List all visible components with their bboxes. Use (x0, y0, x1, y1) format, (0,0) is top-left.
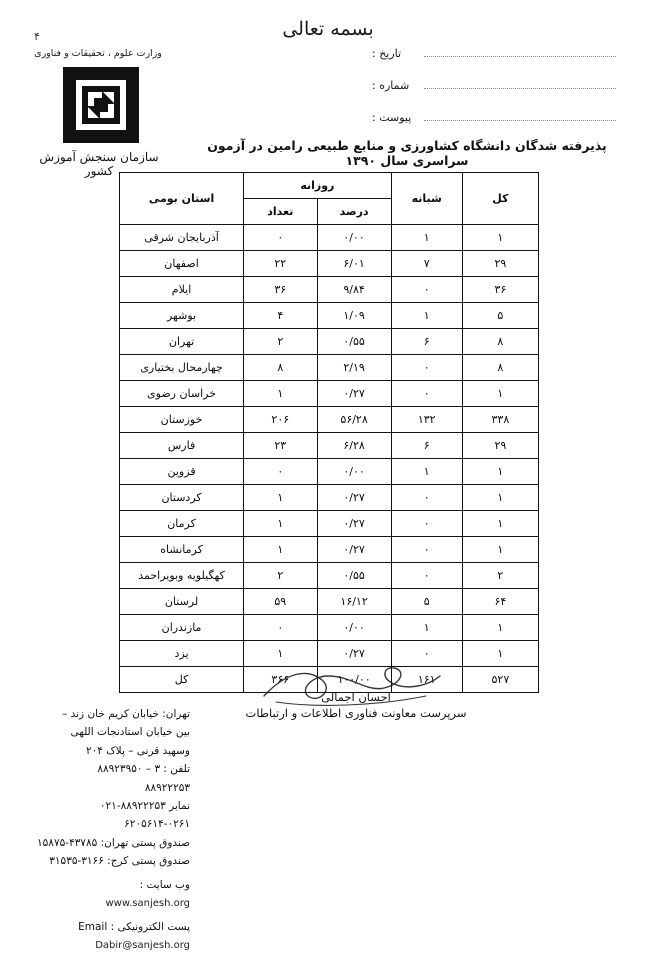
cell-count: ۲۲ (244, 251, 317, 277)
sanjesh-logo (62, 66, 140, 144)
total-cell-count: ۳۶۶ (244, 667, 317, 693)
cell-count: ۲ (244, 329, 317, 355)
document-title: پذیرفته شدگان دانشگاه کشاورزی و منابع طبیعی رامین در آزمون سراسری سال ۱۳۹۰ (207, 138, 607, 168)
cell-night: ۰ (391, 537, 462, 563)
cell-total: ۱ (462, 615, 538, 641)
cell-province: کردستان (120, 485, 244, 511)
meta-row-number (372, 78, 622, 92)
cell-night: ۰ (391, 511, 462, 537)
table-row (120, 511, 539, 537)
table-row (120, 563, 539, 589)
cell-night: ۰ (391, 381, 462, 407)
letter-meta (372, 46, 622, 142)
cell-night: ۰ (391, 355, 462, 381)
cell-province: مازندران (120, 615, 244, 641)
website-url[interactable]: www.sanjesh.org (105, 897, 190, 909)
cell-percent: ۶/۲۸ (317, 433, 391, 459)
contact-fax-1: نمابر ۸۸۹۲۲۲۵۳-۰۲۱ (99, 799, 190, 812)
cell-percent: ۵۶/۲۸ (317, 407, 391, 433)
contact-pobox-tehran: صندوق پستی تهران: ۴۳۷۸۵-۱۵۸۷۵ (37, 836, 190, 849)
cell-province: خراسان رضوی (120, 381, 244, 407)
table-head-row-1 (120, 173, 539, 199)
cell-percent: ۹/۸۴ (317, 277, 391, 303)
table-row (120, 433, 539, 459)
number-line (424, 78, 616, 89)
email-label: پست الکترونیکی : Email (78, 921, 190, 934)
cell-province: کرمانشاه (120, 537, 244, 563)
table-row (120, 329, 539, 355)
cell-night: ۵ (391, 589, 462, 615)
cell-percent: ۰/۲۷ (317, 537, 391, 563)
cell-count: ۲۳ (244, 433, 317, 459)
attachment-label: پیوست : (372, 111, 412, 124)
total-cell-total: ۵۲۷ (462, 667, 538, 693)
cell-count: ۱ (244, 381, 317, 407)
cell-total: ۳۶ (462, 277, 538, 303)
website-label: وب سایت : (139, 879, 190, 892)
cell-count: ۱ (244, 641, 317, 667)
cell-night: ۱ (391, 225, 462, 251)
table-row (120, 303, 539, 329)
cell-total: ۱ (462, 459, 538, 485)
meta-row-attachment (372, 110, 622, 124)
cell-province: ایلام (120, 277, 244, 303)
cell-province: کهگیلویه وبویراحمد (120, 563, 244, 589)
date-label: تاریخ : (372, 47, 402, 60)
table-row (120, 225, 539, 251)
cell-province: یزد (120, 641, 244, 667)
cell-percent: ۱/۰۹ (317, 303, 391, 329)
cell-province: لرستان (120, 589, 244, 615)
cell-percent: ۰/۰۰ (317, 225, 391, 251)
cell-percent: ۰/۲۷ (317, 641, 391, 667)
cell-province: آذربایجان شرقی (120, 225, 244, 251)
cell-count: ۸ (244, 355, 317, 381)
cell-percent: ۰/۲۷ (317, 511, 391, 537)
table-row (120, 407, 539, 433)
besmellah-heading: بسمه تعالی (282, 18, 374, 40)
cell-count: ۲۰۶ (244, 407, 317, 433)
cell-count: ۵۹ (244, 589, 317, 615)
cell-total: ۲۹ (462, 433, 538, 459)
cell-count: ۳۶ (244, 277, 317, 303)
signature-block (206, 690, 506, 720)
contact-phone-2: ۸۸۹۲۲۲۵۳ (144, 781, 190, 794)
cell-total: ۱ (462, 537, 538, 563)
cell-night: ۰ (391, 563, 462, 589)
contact-line-3: وسهید قرنی – پلاک ۲۰۴ (86, 744, 190, 757)
cell-percent: ۰/۲۷ (317, 381, 391, 407)
header-group-daily: روزانه (244, 173, 392, 199)
cell-province: اصفهان (120, 251, 244, 277)
cell-province: قزوین (120, 459, 244, 485)
cell-total: ۲ (462, 563, 538, 589)
ministry-name: وزارت علوم ، تحقیقات و فناوری (34, 48, 162, 59)
header-total: کل (462, 173, 538, 225)
cell-province: چهارمحال بختیاری (120, 355, 244, 381)
cell-night: ۱ (391, 303, 462, 329)
table-row (120, 251, 539, 277)
statistics-table (119, 172, 539, 693)
cell-count: ۱ (244, 537, 317, 563)
table-row (120, 277, 539, 303)
cell-night: ۱ (391, 459, 462, 485)
table-row (120, 537, 539, 563)
cell-percent: ۲/۱۹ (317, 355, 391, 381)
table-row (120, 459, 539, 485)
cell-total: ۱ (462, 485, 538, 511)
cell-percent: ۰/۵۵ (317, 329, 391, 355)
total-cell-province: کل (120, 667, 244, 693)
header-count: تعداد (244, 199, 317, 225)
header-night: شبانه (391, 173, 462, 225)
cell-count: ۴ (244, 303, 317, 329)
cell-count: ۱ (244, 485, 317, 511)
total-cell-percent: ۱۰۰/۰۰ (317, 667, 391, 693)
cell-percent: ۰/۵۵ (317, 563, 391, 589)
table-row (120, 355, 539, 381)
cell-count: ۰ (244, 225, 317, 251)
cell-percent: ۰/۰۰ (317, 459, 391, 485)
cell-night: ۱۳۲ (391, 407, 462, 433)
cell-night: ۶ (391, 329, 462, 355)
table-row (120, 485, 539, 511)
signatory-name: احسان اجمالی (321, 690, 391, 704)
statistics-table-wrapper (119, 172, 539, 693)
cell-total: ۱ (462, 511, 538, 537)
contact-phone-1: تلفن : ۳ – ۸۸۹۲۳۹۵۰ (97, 763, 190, 776)
contact-pobox-karaj: صندوق پستی کرج: ۳۱۶۶-۳۱۵۳۵ (49, 855, 190, 867)
cell-percent: ۰/۰۰ (317, 615, 391, 641)
attachment-line (424, 110, 616, 121)
cell-night: ۰ (391, 277, 462, 303)
page-number: ۴ (34, 30, 40, 43)
cell-night: ۰ (391, 485, 462, 511)
cell-province: خوزستان (120, 407, 244, 433)
handwritten-signature (256, 662, 446, 712)
cell-percent: ۱۶/۱۲ (317, 589, 391, 615)
cell-count: ۱ (244, 511, 317, 537)
cell-total: ۵ (462, 303, 538, 329)
table-row (120, 615, 539, 641)
cell-province: تهران (120, 329, 244, 355)
cell-night: ۱ (391, 615, 462, 641)
table-head (120, 173, 539, 225)
cell-province: کرمان (120, 511, 244, 537)
cell-total: ۸ (462, 329, 538, 355)
cell-night: ۷ (391, 251, 462, 277)
contact-fax-2: ۶۲۰۵۶۱۴-۰۲۶۱ (124, 818, 190, 831)
email-address[interactable]: Dabir@sanjesh.org (95, 939, 190, 951)
header-province: استان بومی (120, 173, 244, 225)
cell-total: ۸ (462, 355, 538, 381)
cell-province: فارس (120, 433, 244, 459)
table-row (120, 589, 539, 615)
cell-province: بوشهر (120, 303, 244, 329)
cell-total: ۳۳۸ (462, 407, 538, 433)
cell-count: ۰ (244, 615, 317, 641)
table-body (120, 225, 539, 693)
organization-name: سازمان سنجش آموزش کشور (39, 150, 159, 178)
number-label: شماره : (372, 79, 410, 92)
meta-row-date (372, 46, 622, 60)
cell-percent: ۰/۲۷ (317, 485, 391, 511)
contact-line-1: تهران: خیابان کریم خان زند – (62, 708, 190, 720)
cell-night: ۰ (391, 641, 462, 667)
contact-block (30, 705, 190, 954)
cell-count: ۲ (244, 563, 317, 589)
cell-night: ۶ (391, 433, 462, 459)
cell-count: ۰ (244, 459, 317, 485)
contact-line-2: بین خیابان استادنجات اللهی (70, 726, 190, 739)
cell-total: ۶۴ (462, 589, 538, 615)
total-cell-night: ۱۶۱ (391, 667, 462, 693)
table-row (120, 381, 539, 407)
date-line (424, 46, 616, 57)
header-percent: درصد (317, 199, 391, 225)
cell-percent: ۶/۰۱ (317, 251, 391, 277)
cell-total: ۱ (462, 225, 538, 251)
cell-total: ۱ (462, 641, 538, 667)
cell-total: ۲۹ (462, 251, 538, 277)
signatory-role: سرپرست معاونت فناوری اطلاعات و ارتباطات (245, 706, 467, 720)
cell-total: ۱ (462, 381, 538, 407)
